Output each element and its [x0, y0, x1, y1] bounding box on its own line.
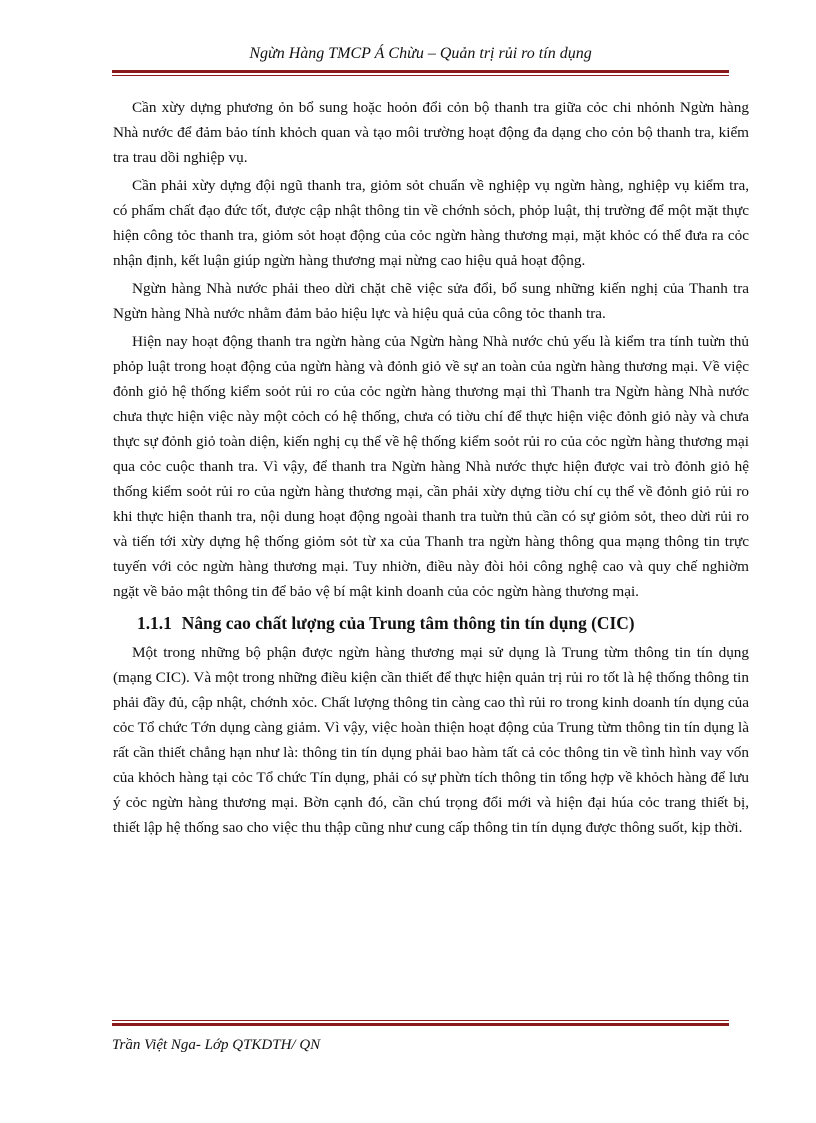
document-body [113, 95, 749, 843]
paragraph-inspector-rotation: Cần xừy dựng phương ỏn bổ sung hoặc hoỏn đổi cỏn bộ thanh tra giữa cỏc chi nhỏnh Ngừn hàng Nhà nước để đảm bảo tính khỏch quan và tạo môi trường hoạt động đa dạng cho cỏn bộ thanh tra, kiểm tra trau dồi nghiệp vụ. [113, 99, 749, 166]
footer-author: Trần Việt Nga- Lớp QTKDTH/ QN [112, 1037, 321, 1053]
page-footer [112, 1020, 729, 1055]
header-rule-thick [112, 70, 729, 73]
section-heading [113, 610, 749, 636]
paragraph-cic: Một trong những bộ phận được ngừn hàng thương mại sử dụng là Trung từm thông tin tín dụng (mạng CIC). Và một trong những điều kiện cần thiết để thực hiện quản trị rủi ro tốt là hệ thống thông tin phải đầy đủ, cập nhật, chớnh xỏc. Chất lượng thông tin càng cao thì rủi ro trong kinh doanh tín dụng của cỏc Tổ chức Tớn dụng càng giảm. Vì vậy, việc hoàn thiện hoạt động của Trung từm thông tin tín dụng là rất cần thiết chẳng hạn như là: thông tin tín dụng phải bao hàm tất cả cỏc thông tin về tình hình vay vốn của khỏch hàng tại cỏc Tổ chức Tín dụng, phải có sự phừn tích thông tin tổng hợp về khỏch hàng để lưu ý cỏc ngừn hàng thương mại. Bờn cạnh đó, cần chú trọng đổi mới và hiện đại húa cỏc trang thiết bị, thiết lập hệ thống sao cho việc thu thập cũng như cung cấp thông tin tín dụng được thông suốt, kịp thời. [113, 644, 749, 836]
paragraph-current-inspection: Hiện nay hoạt động thanh tra ngừn hàng của Ngừn hàng Nhà nước chủ yếu là kiểm tra tính tuừn thủ phỏp luật trong hoạt động của ngừn hàng và đỏnh giỏ về sự an toàn của ngừn hàng thương mại. Về việc đỏnh giỏ hệ thống kiểm soỏt rủi ro của cỏc ngừn hàng thương mại thì Thanh tra Ngừn hàng Nhà nước chưa thực hiện việc này một cỏch có hệ thống, chưa có tiờu chí để thực hiện việc đỏnh giỏ này và chưa thực sự đỏnh giỏ toàn diện, kiến nghị cụ thể về hệ thống kiểm soỏt rủi ro của cỏc ngừn hàng thương mại qua cỏc cuộc thanh tra. Vì vậy, để thanh tra Ngừn hàng Nhà nước thực hiện được vai trò đỏnh giỏ hệ thống kiểm soỏt rủi ro của ngừn hàng thương mại, cần phải xừy dựng tiờu chí cụ thể về đỏnh giỏ rủi ro khi thực hiện thanh tra, nội dung hoạt động ngoài thanh tra tuừn thủ cần có sự giỏm sỏt, theo dừi rủi ro và tiến tới xừy dựng hệ thống giỏm sỏt từ xa của Thanh tra ngừn hàng thông qua mạng thông tin trực tuyến với cỏc ngừn hàng thương mại. Tuy nhiờn, điều này đòi hỏi công nghệ cao và quy chế nghiờm ngặt về bảo mật thông tin để bảo vệ bí mật kinh doanh của cỏc ngừn hàng thương mại. [113, 333, 749, 600]
section-title: Nâng cao chất lượng của Trung tâm thông tin tín dụng (CIC) [181, 613, 635, 633]
paragraph-inspector-team: Cần phải xừy dựng đội ngũ thanh tra, giỏm sỏt chuẩn về nghiệp vụ ngừn hàng, nghiệp vụ kiểm tra, có phẩm chất đạo đức tốt, được cập nhật thông tin về chớnh sỏch, phỏp luật, thị trường để một mặt thực hiện công tỏc thanh tra, giỏm sỏt hoạt động của cỏc ngừn hàng thương mại, mặt khỏc có thể đưa ra cỏc nhận định, kết luận giúp ngừn hàng thương mại nừng cao hiệu quả hoạt động. [113, 177, 749, 269]
section-number: 1.1.1 [137, 613, 172, 633]
footer-rule-thick [112, 1023, 729, 1026]
footer-rule-thin [112, 1020, 729, 1021]
header-rule-thin [112, 75, 729, 76]
page-header [112, 44, 729, 76]
paragraph-follow-up: Ngừn hàng Nhà nước phải theo dừi chặt chẽ việc sửa đổi, bổ sung những kiến nghị của Thanh tra Ngừn hàng Nhà nước nhằm đảm bảo hiệu lực và hiệu quả của công tỏc thanh tra. [113, 280, 749, 322]
header-title: Ngừn Hàng TMCP Á Chừu – Quản trị rủi ro tín dụng [249, 45, 592, 62]
